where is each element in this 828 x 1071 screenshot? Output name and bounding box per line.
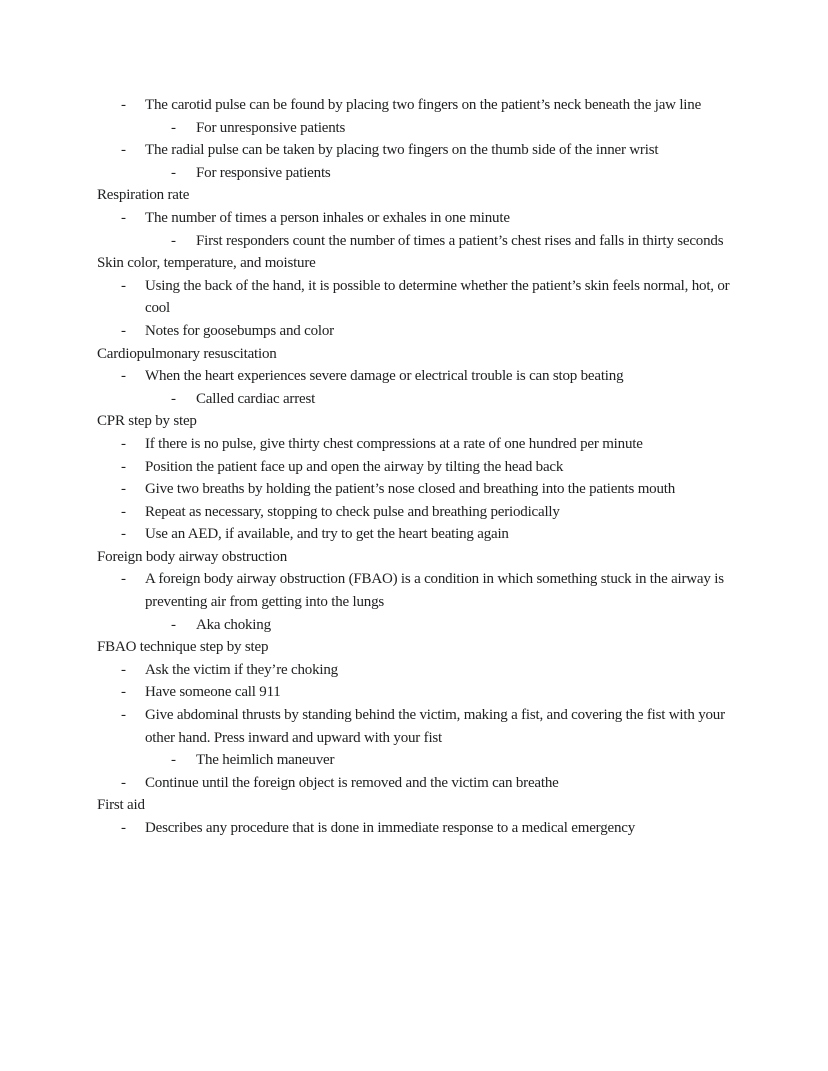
bullet-text: First responders count the number of times a patient’s chest rises and falls in thirty seconds (196, 232, 724, 249)
bullet-dash: - (121, 684, 126, 701)
bullet-item (121, 456, 731, 479)
bullet-item (121, 139, 731, 162)
bullet-dash: - (121, 820, 126, 836)
bullet-dash: - (171, 752, 176, 769)
bullet-text: Describes any procedure that is done in immediate response to a medical emergency (145, 820, 636, 836)
bullet-text: Give two breaths by holding the patient’s nose closed and breathing into the patients mouth (145, 481, 676, 498)
bullet-dash: - (121, 774, 126, 791)
outline-heading (97, 410, 731, 433)
bullet-dash: - (121, 481, 126, 498)
bullet-item (121, 817, 731, 840)
bullet-text: A foreign body airway obstruction (FBAO) is a condition in which something stuck in the airway is preventing air from getting into the lungs (145, 571, 724, 611)
heading-text: Cardiopulmonary resuscitation (97, 345, 277, 362)
bullet-dash: - (121, 526, 126, 543)
bullet-text: Position the patient face up and open the airway by tilting the head back (145, 458, 564, 475)
bullet-text: The carotid pulse can be found by placing two fingers on the patient’s neck beneath the jaw line (145, 97, 702, 113)
bullet-text: Use an AED, if available, and try to get the heart beating again (145, 526, 509, 543)
sub-bullet-item (171, 117, 731, 140)
bullet-text: Aka choking (196, 616, 271, 633)
bullet-dash: - (121, 435, 126, 452)
bullet-text: The radial pulse can be taken by placing two fingers on the thumb side of the inner wrist (145, 142, 659, 159)
bullet-dash: - (121, 458, 126, 475)
sub-bullet-item (171, 614, 731, 637)
sub-bullet-item (171, 388, 731, 411)
bullet-item (121, 207, 731, 230)
bullet-dash: - (171, 616, 176, 633)
bullet-text: Ask the victim if they’re choking (145, 661, 338, 678)
heading-text: FBAO technique step by step (97, 639, 269, 656)
bullet-dash: - (171, 390, 176, 407)
bullet-dash: - (121, 322, 126, 339)
sub-bullet-item (171, 162, 731, 185)
bullet-text: When the heart experiences severe damage or electrical trouble is can stop beating (145, 368, 624, 385)
bullet-dash: - (171, 119, 176, 136)
bullet-text: Continue until the foreign object is removed and the victim can breathe (145, 774, 559, 791)
bullet-item (121, 94, 731, 117)
bullet-dash: - (121, 707, 126, 724)
bullet-dash: - (121, 277, 126, 294)
bullet-item (121, 681, 731, 704)
bullet-dash: - (121, 661, 126, 678)
bullet-text: Called cardiac arrest (196, 390, 316, 407)
bullet-dash: - (171, 164, 176, 181)
bullet-item (121, 772, 731, 795)
sub-bullet-item (171, 230, 731, 253)
bullet-dash: - (121, 209, 126, 226)
bullet-text: Have someone call 911 (145, 684, 281, 701)
heading-text: Skin color, temperature, and moisture (97, 255, 316, 272)
heading-text: CPR step by step (97, 413, 197, 430)
bullet-dash: - (121, 503, 126, 520)
bullet-text: The number of times a person inhales or exhales in one minute (145, 209, 510, 226)
notes-outline (97, 94, 731, 840)
outline-heading (97, 343, 731, 366)
bullet-item (121, 568, 731, 613)
bullet-item (121, 365, 731, 388)
outline-heading (97, 184, 731, 207)
outline-heading (97, 546, 731, 569)
bullet-item (121, 704, 731, 749)
bullet-item (121, 320, 731, 343)
bullet-item (121, 433, 731, 456)
bullet-dash: - (171, 232, 176, 249)
outline-heading (97, 252, 731, 275)
bullet-dash: - (121, 97, 126, 113)
bullet-dash: - (121, 142, 126, 159)
bullet-text: The heimlich maneuver (196, 752, 335, 769)
bullet-item (121, 659, 731, 682)
bullet-text: If there is no pulse, give thirty chest compressions at a rate of one hundred per minute (145, 435, 643, 452)
heading-text: First aid (97, 797, 145, 814)
bullet-text: For unresponsive patients (196, 119, 346, 136)
bullet-item (121, 501, 731, 524)
bullet-item (121, 275, 731, 320)
bullet-text: Give abdominal thrusts by standing behind the victim, making a fist, and covering the fist with your other hand. Press inward and upward with your fist (145, 707, 725, 746)
outline-heading (97, 636, 731, 659)
sub-bullet-item (171, 749, 731, 772)
bullet-dash: - (121, 571, 126, 588)
bullet-item (121, 478, 731, 501)
outline-heading (97, 794, 731, 817)
bullet-item (121, 523, 731, 546)
bullet-text: Repeat as necessary, stopping to check pulse and breathing periodically (145, 503, 560, 520)
heading-text: Foreign body airway obstruction (97, 548, 288, 565)
bullet-dash: - (121, 368, 126, 385)
bullet-text: Using the back of the hand, it is possible to determine whether the patient’s skin feels normal, hot, or cool (145, 277, 730, 317)
heading-text: Respiration rate (97, 187, 190, 204)
bullet-text: For responsive patients (196, 164, 331, 181)
bullet-text: Notes for goosebumps and color (145, 322, 334, 339)
